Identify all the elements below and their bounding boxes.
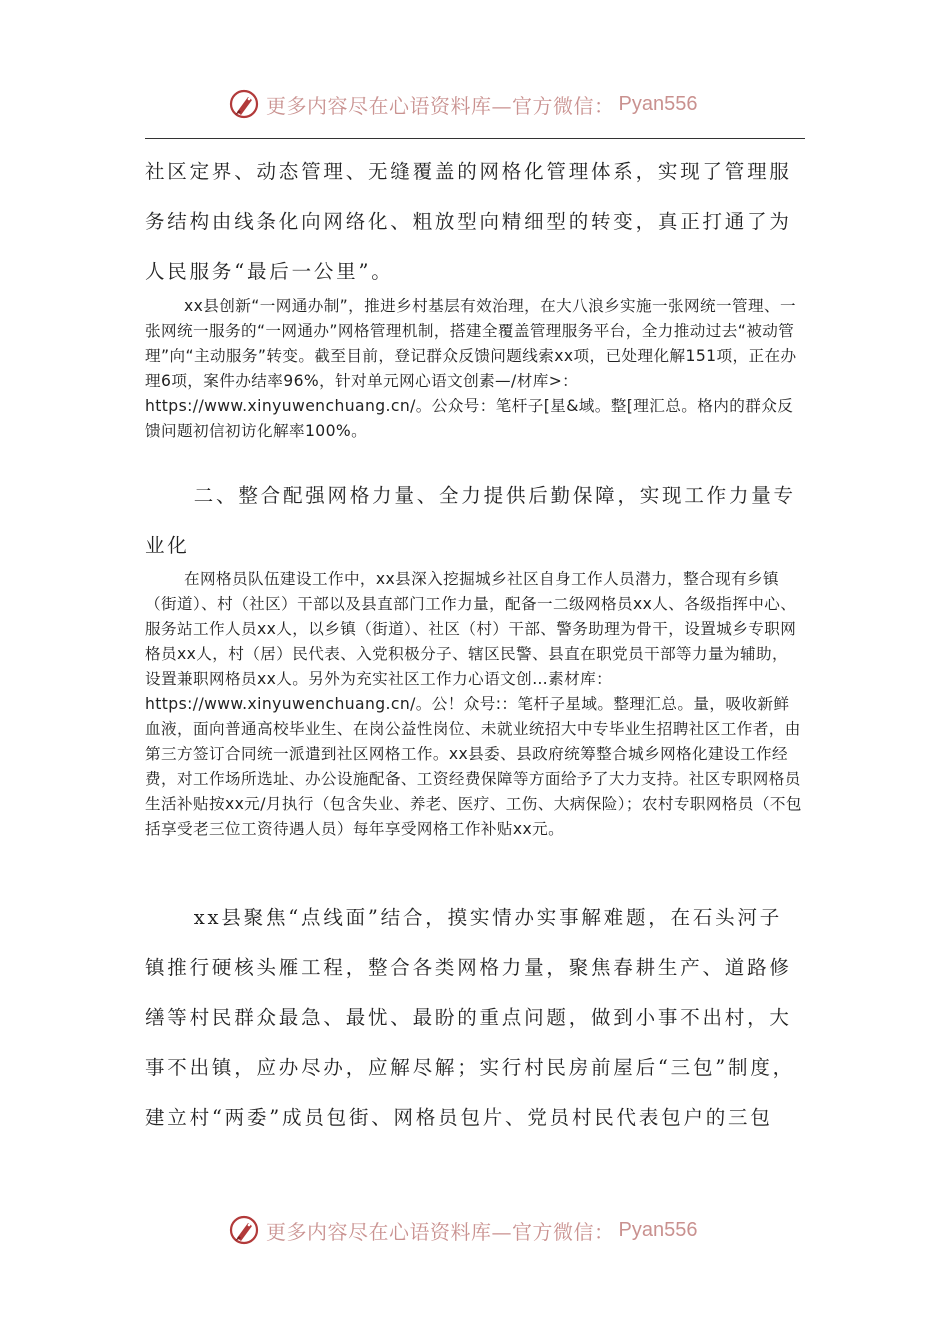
banner-text: 更多内容尽在心语资料库—官方微信：	[266, 93, 615, 118]
banner-text: 更多内容尽在心语资料库—官方微信：	[266, 1219, 615, 1244]
footer-banner	[0, 1210, 950, 1250]
pen-nib-logo-icon	[228, 1214, 260, 1246]
section-heading-2: 二、整合配强网格力量、全力提供后勤保障，实现工作力量专业化	[145, 484, 796, 557]
banner-wechat-handle: Pyan556	[618, 92, 698, 115]
pen-nib-logo-icon	[228, 88, 260, 120]
banner-wechat-handle: Pyan556	[618, 1218, 698, 1241]
header-divider	[145, 138, 805, 139]
paragraph-1: 社区定界、动态管理、无缝覆盖的网格化管理体系，实现了管理服务结构由线条化向网络化、粗放型向精细型的转变，真正打通了为人民服务“最后一公里”。	[145, 160, 792, 283]
paragraph-4: xx县聚焦“点线面”结合，摸实情办实事解难题，在石头河子镇推行硬核头雁工程，整合各类网格力量，聚焦春耕生产、道路修缮等村民群众最急、最忧、最盼的重点问题，做到小事不出村，大事不出镇，应办尽办，应解尽解；实行村民房前屋后“三包”制度，建立村“两委”成员包街、网格员包片、党员村民代表包户的三包	[145, 906, 795, 1129]
paragraph-3: 在网格员队伍建设工作中，xx县深入挖掘城乡社区自身工作人员潜力，整合现有乡镇（街道）、村（社区）干部以及县直部门工作力量，配备一二级网格员xx人、各级指挥中心、服务站工作人员xx人，以乡镇（街道）、社区（村）干部、警务助理为骨干，设置城乡专职网格员xx人，村（居）民代表、入党积极分子、辖区民警、县直在职党员干部等力量为辅助，设置兼职网格员xx人。另外为充实社区工作力心语文创…素材库：https://www.xinyuwenchuang.cn/。公！众号:：笔杆子星域。整理汇总。量，吸收新鲜血液，面向普通高校毕业生、在岗公益性岗位、未就业统招大中专毕业生招聘社区工作者，由第三方签订合同统一派遣到社区网格工作。xx县委、县政府统筹整合城乡网格化建设工作经费，对工作场所选址、办公设施配备、工资经费保障等方面给予了大力支持。社区专职网格员生活补贴按xx元/月执行（包含失业、养老、医疗、工伤、大病保险）；农村专职网格员（不包括享受老三位工资待遇人员）每年享受网格工作补贴xx元。	[145, 570, 802, 838]
header-banner	[0, 84, 950, 124]
paragraph-2: xx县创新“一网通办制”，推进乡村基层有效治理，在大八浪乡实施一张网统一管理、一张网统一服务的“一网通办”网格管理机制，搭建全覆盖管理服务平台，全力推动过去“被动管理”向“主动服务”转变。截至目前，登记群众反馈问题线索xx项，已处理化解151项，正在办理6项，案件办结率96%，针对单元网心语文创素—/材库>：https://www.xinyuwenchuang.cn/。公众号：笔杆子[星&域。整[理汇总。格内的群众反馈问题初信初访化解率100%。	[145, 297, 797, 440]
